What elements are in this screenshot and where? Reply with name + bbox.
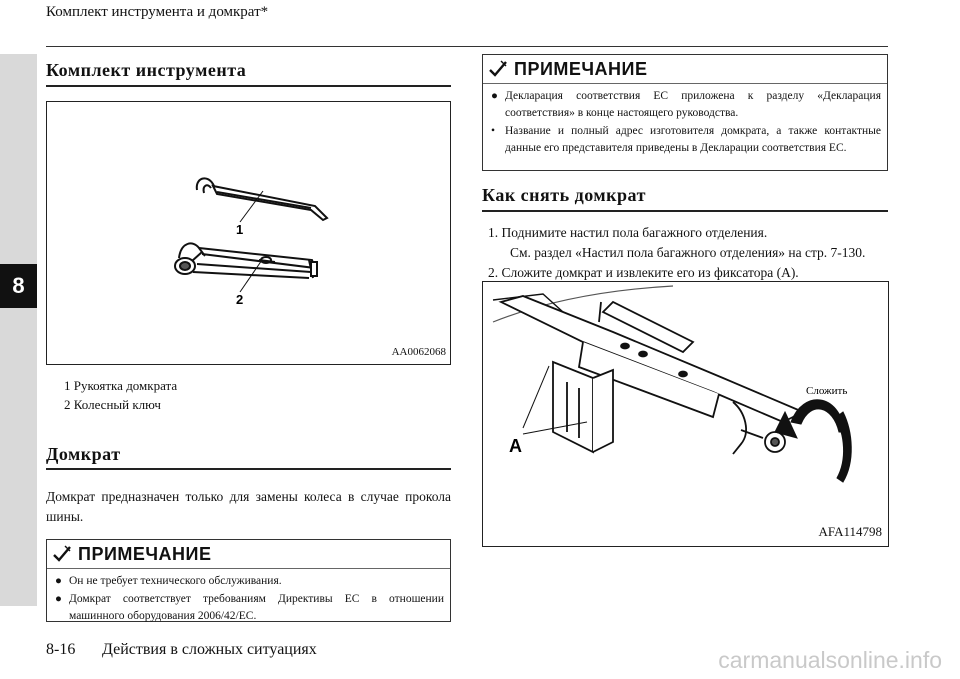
jack-title-rule [46, 468, 451, 470]
note-title: ПРИМЕЧАНИЕ [78, 543, 212, 564]
chapter-title: Действия в сложных ситуациях [102, 641, 317, 658]
callout-a: A [509, 436, 522, 456]
note-item: ● Он не требует технического обслуживания. [55, 575, 282, 587]
jack-removal-figure [482, 281, 889, 547]
watermark: carmanualsonline.info [718, 647, 942, 673]
header-rule [46, 46, 888, 47]
figure-code: AFA114798 [818, 524, 882, 539]
toolkit-illustration [47, 102, 450, 364]
note-title: ПРИМЕЧАНИЕ [514, 58, 648, 79]
wheel-wrench-drawing [175, 243, 317, 278]
callout-1: 1 [236, 222, 244, 237]
note-subitem: • Название и полный адрес изготовителя домкрата, а также контактные данные его представителя приведены в Декларации соответствия ЕС. [491, 125, 881, 154]
leader-line-a1 [523, 366, 549, 428]
note-box-right [482, 54, 888, 171]
remove-jack-title: Как снять домкрат [482, 185, 646, 205]
legend-item-jack-handle: 1 Рукоятка домкрата [64, 378, 178, 393]
pencil-check-icon [51, 543, 73, 565]
figure-legend [64, 376, 177, 414]
jack-section-title: Домкрат [46, 444, 121, 464]
pencil-check-icon [487, 58, 509, 80]
note-item: ● Домкрат соответствует требованиям Директивы ЕС в отношении машинного оборудования 2006/42/EC. [55, 593, 444, 622]
fold-label: Сложить [806, 385, 848, 397]
step-1-reference: См. раздел «Настил пола багажного отделения» на стр. 7-130. [510, 245, 866, 260]
note-body [47, 569, 450, 630]
chapter-number: 8 [0, 264, 37, 308]
note-header [47, 540, 450, 569]
toolkit-figure [46, 101, 451, 365]
step-1: 1. Поднимите настил пола багажного отделения. [488, 225, 768, 240]
note-item: ● Декларация соответствия ЕС приложена к разделу «Декларация соответствия» в конце настоящего руководства. [491, 90, 881, 119]
figure-code: AA0062068 [391, 346, 446, 358]
jack-handle-drawing [197, 178, 327, 220]
toolkit-section-title: Комплект инструмента [46, 60, 247, 80]
toolkit-title-rule [46, 85, 451, 87]
running-head: Комплект инструмента и домкрат* [46, 4, 269, 20]
callout-2: 2 [236, 292, 244, 307]
legend-item-wheel-wrench: 2 Колесный ключ [64, 397, 161, 412]
note-body [483, 84, 887, 162]
page-number: 8-16 [46, 641, 76, 658]
note-box-left [46, 539, 451, 622]
note-header [483, 55, 887, 84]
remove-title-rule [482, 210, 888, 212]
jack-illustration [483, 282, 888, 546]
jack-drawing [493, 286, 803, 454]
chapter-side-tab [0, 54, 37, 606]
procedure-steps [488, 223, 888, 283]
jack-description: Домкрат предназначен только для замены колеса в случае прокола шины. [46, 489, 451, 524]
step-2: 2. Сложите домкрат и извлеките его из фиксатора (А). [488, 265, 799, 280]
